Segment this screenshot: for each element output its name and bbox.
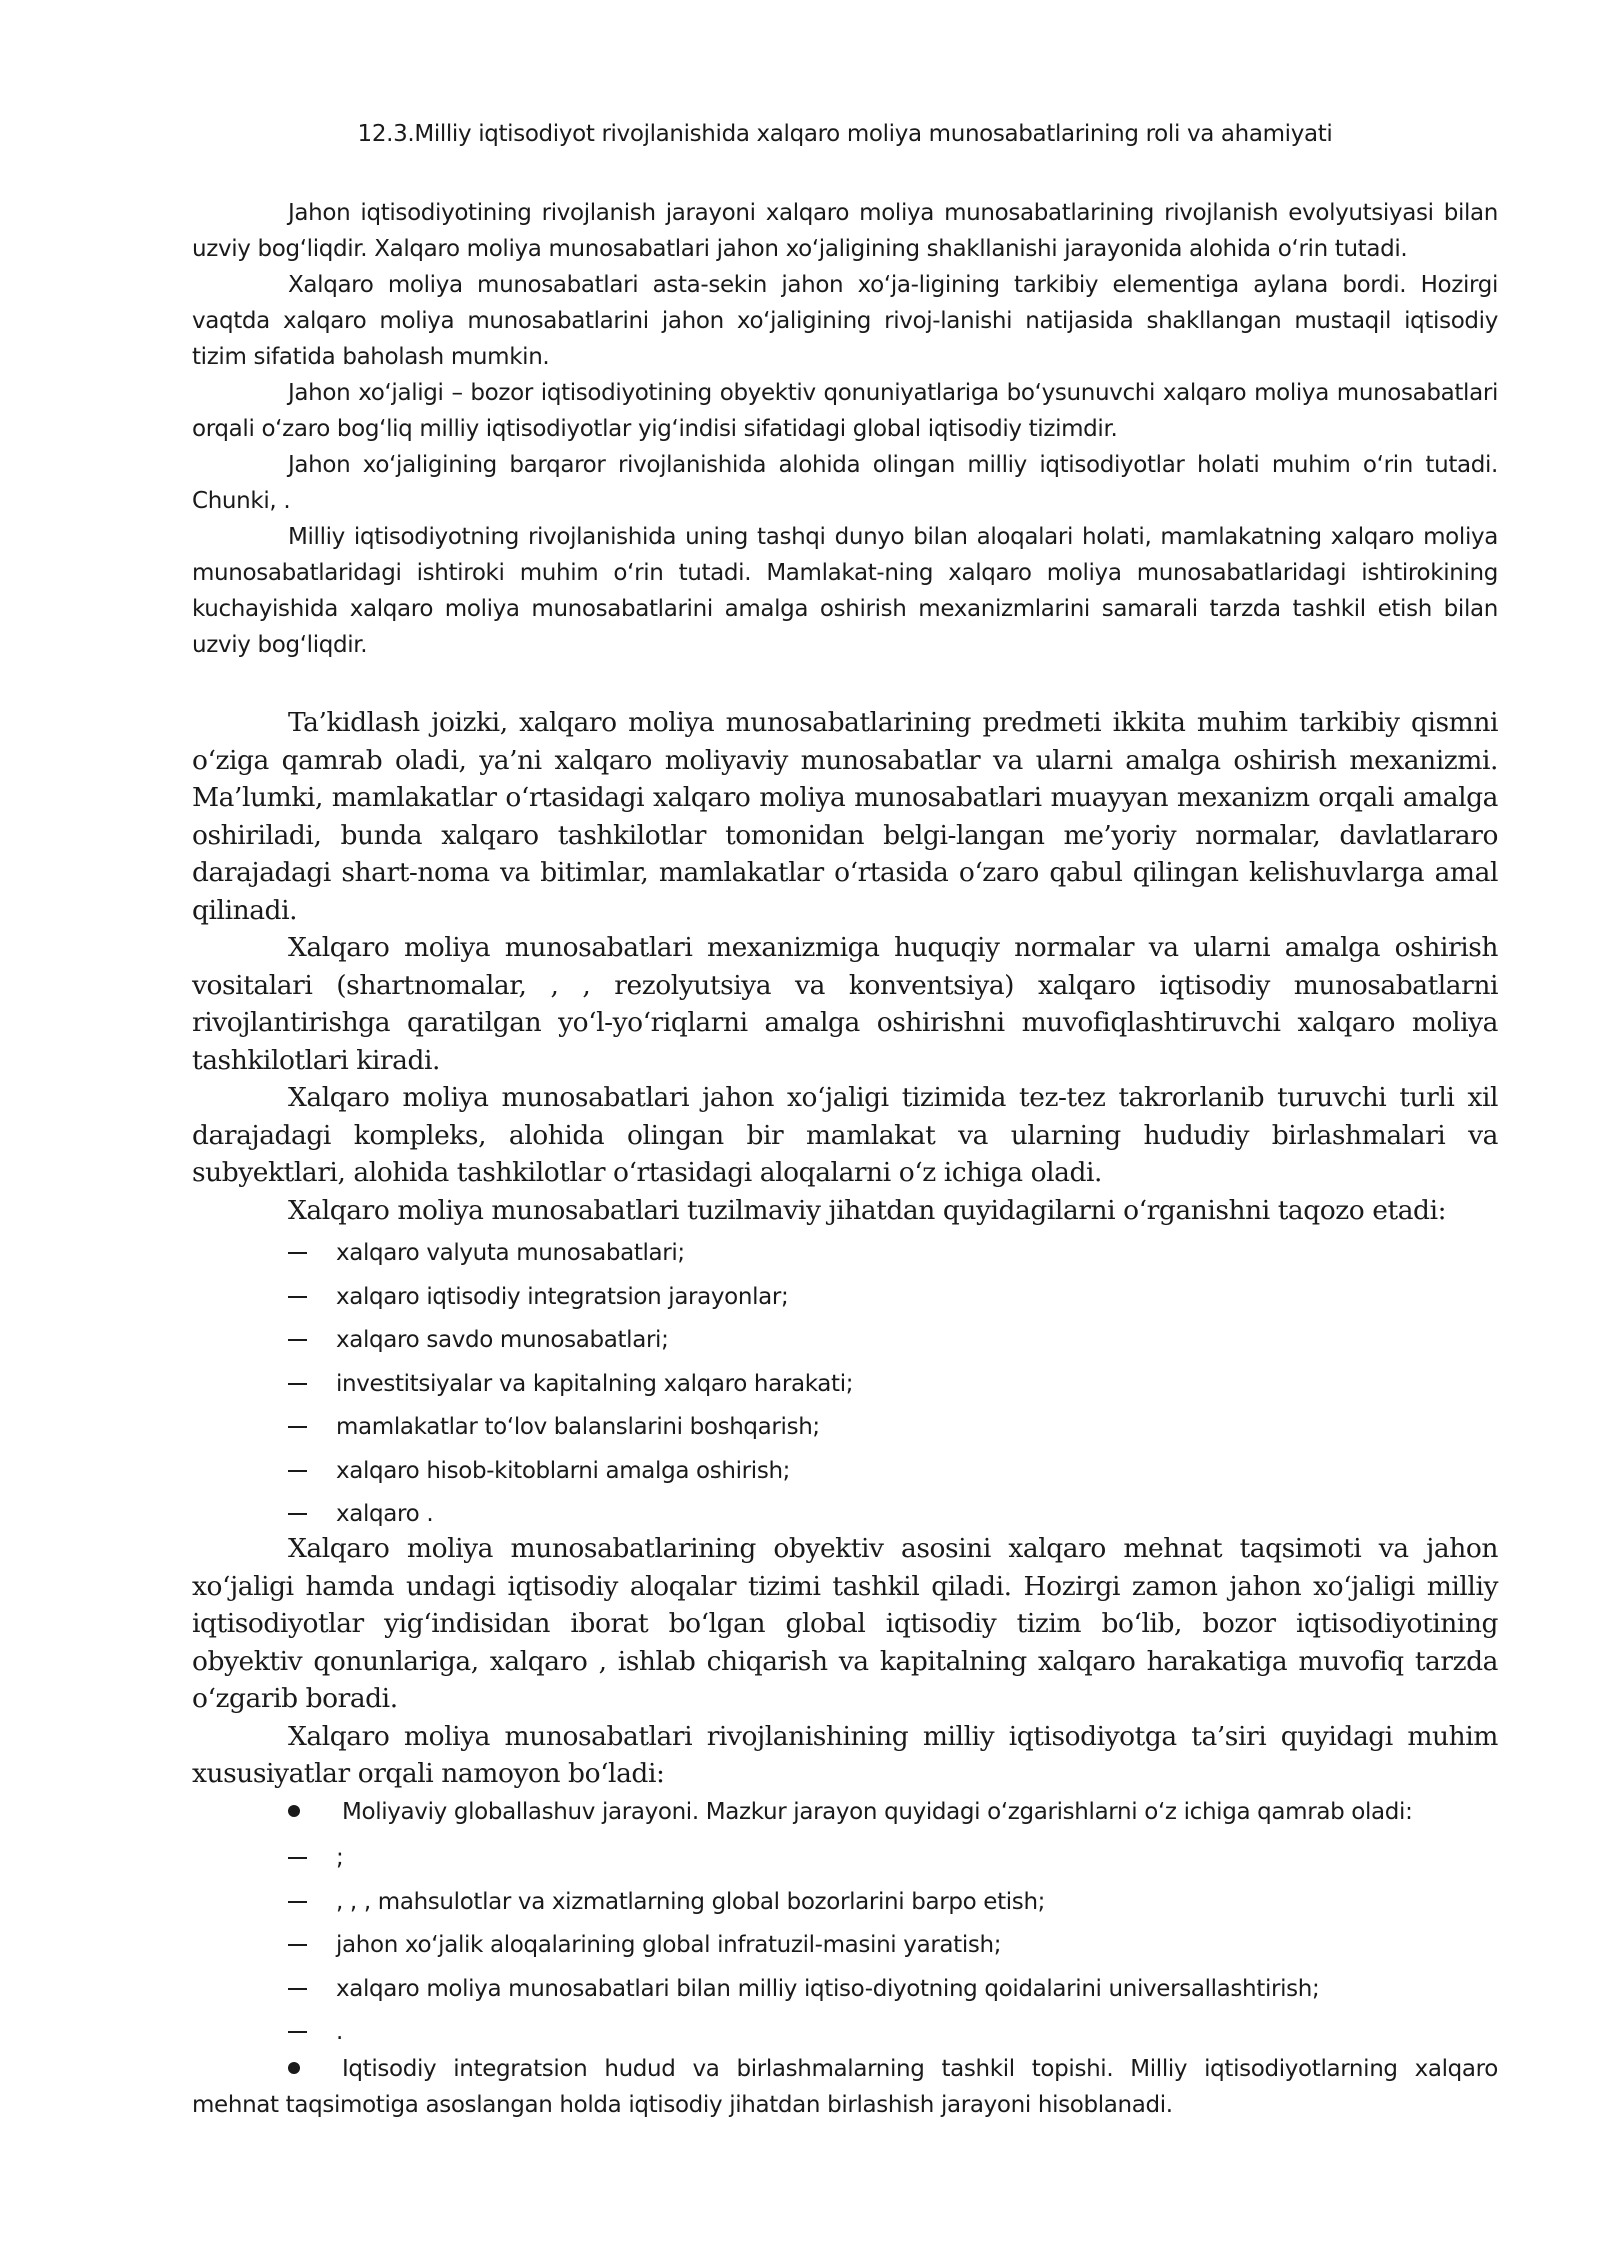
list-item bbox=[192, 1409, 1498, 1453]
basis-section bbox=[192, 1530, 1498, 1793]
list-item-text: xalqaro iqtisodiy integratsion jarayonlar; bbox=[336, 1283, 789, 1310]
bullet-paragraph bbox=[192, 2051, 1498, 2123]
paragraph: Xalqaro moliya munosabatlari jahon xo‘jaligi tizimida tez-tez takrorlanib turuvchi turli xil darajadagi kompleks, alohida olingan bir mamlakat va ularning hududiy birlashmalari va subyektlari, alohida tashkilotlar o‘rtasidagi aloqalarni o‘z ichiga oladi. bbox=[192, 1082, 1498, 1188]
paragraph: Jahon xo‘jaligi – bozor iqtisodiyotining obyektiv qonuniyatlariga bo‘ysunuvchi xalqaro moliya munosabatlari orqali o‘zaro bog‘liq milliy iqtisodiyotlar yig‘indisi sifatidagi global iqtisodiy tizimdir. bbox=[192, 380, 1498, 442]
bullet-paragraph bbox=[192, 1794, 1498, 1830]
structure-list bbox=[192, 1235, 1498, 1540]
list-item-text: ; bbox=[336, 1845, 344, 1871]
bullet-item-globalization bbox=[192, 1794, 1498, 1830]
list-item-text: . bbox=[336, 2019, 343, 2045]
list-item bbox=[192, 1971, 1498, 2015]
list-item bbox=[192, 1927, 1498, 1971]
list-item-text: xalqaro hisob-kitoblarni amalga oshirish; bbox=[336, 1457, 791, 1484]
bullet-text: Iqtisodiy integratsion hudud va birlashmalarning tashkil topishi. Milliy iqtisodiyotlarning xalqaro mehnat taqsimotiga asoslangan holda iqtisodiy jihatdan birlashish jarayoni hisoblanadi. bbox=[192, 2056, 1498, 2118]
list-item-text: investitsiyalar va kapitalning xalqaro harakati; bbox=[336, 1370, 854, 1397]
list-item bbox=[192, 1322, 1498, 1366]
list-item-text: , , , mahsulotlar va xizmatlarning global bozorlarini barpo etish; bbox=[336, 1888, 1046, 1915]
list-item-text: mamlakatlar to‘lov balanslarini boshqarish; bbox=[336, 1414, 820, 1440]
list-item bbox=[192, 1884, 1498, 1928]
bullet-text: Moliyaviy globallashuv jarayoni. Mazkur jarayon quyidagi o‘zgarishlarni o‘z ichiga qamrab oladi: bbox=[342, 1799, 1413, 1825]
bullet-dot-icon bbox=[288, 2062, 300, 2074]
list-item-text: xalqaro savdo munosabatlari; bbox=[336, 1327, 669, 1353]
paragraph: Jahon xo‘jaligining barqaror rivojlanishida alohida olingan milliy iqtisodiyotlar holati muhim o‘rin tutadi. Chunki, . bbox=[192, 452, 1498, 514]
list-item-text: xalqaro valyuta munosabatlari; bbox=[336, 1240, 685, 1266]
paragraph: Xalqaro moliya munosabatlari tuzilmaviy jihatdan quyidagilarni o‘rganishni taqozo etadi: bbox=[288, 1194, 1447, 1226]
paragraph: Ta’kidlash joizki, xalqaro moliya munosabatlarining predmeti ikkita muhim tarkibiy qismni o‘ziga qamrab oladi, ya’ni xalqaro moliyaviy munosabatlar va ularni amalga oshirish mexanizmi. Ma’lumki, mamlakatlar o‘rtasidagi xalqaro moliya munosabatlari muayyan mexanizm orqali amalga oshiriladi, bunda xalqaro tashkilotlar tomonidan belgi-langan me’yoriy normalar, davlatlararo darajadagi shart-noma va bitimlar, mamlakatlar o‘rtasida o‘zaro qabul qilingan kelishuvlarga amal qilinadi. bbox=[192, 707, 1498, 926]
list-item bbox=[192, 1453, 1498, 1497]
list-item bbox=[192, 1840, 1498, 1884]
intro-section bbox=[192, 195, 1498, 663]
list-item-text: jahon xo‘jalik aloqalarining global infratuzil-masini yaratish; bbox=[336, 1932, 1002, 1958]
mechanism-section bbox=[192, 704, 1498, 1229]
list-item bbox=[192, 1366, 1498, 1410]
bullet-item-integration bbox=[192, 2051, 1498, 2123]
globalization-list bbox=[192, 1840, 1498, 2058]
list-item bbox=[192, 1279, 1498, 1323]
list-item bbox=[192, 1235, 1498, 1279]
bullet-dot-icon bbox=[288, 1805, 300, 1817]
paragraph: Milliy iqtisodiyotning rivojlanishida uning tashqi dunyo bilan aloqalari holati, mamlakatning xalqaro moliya munosabatlaridagi ishtiroki muhim o‘rin tutadi. Mamlakat-ning xalqaro moliya munosabatlaridagi ishtirokining kuchayishida xalqaro moliya munosabatlarini amalga oshirish mexanizmlarini samarali tarzda tashkil etish bilan uzviy bog‘liqdir. bbox=[192, 524, 1498, 658]
paragraph: Xalqaro moliya munosabatlari rivojlanishining milliy iqtisodiyotga ta’siri quyidagi muhim xususiyatlar orqali namoyon bo‘ladi: bbox=[192, 1720, 1498, 1789]
paragraph: Xalqaro moliya munosabatlarining obyektiv asosini xalqaro mehnat taqsimoti va jahon xo‘jaligi hamda undagi iqtisodiy aloqalar tizimi tashkil qiladi. Hozirgi zamon jahon xo‘jaligi milliy iqtisodiyotlar yig‘indisidan iborat bo‘lgan global iqtisodiy tizim bo‘lib, bozor iqtisodiyotining obyektiv qonunlariga, xalqaro , ishlab chiqarish va kapitalning xalqaro harakatiga muvofiq tarzda o‘zgarib boradi. bbox=[192, 1533, 1498, 1714]
paragraph: Jahon iqtisodiyotining rivojlanish jarayoni xalqaro moliya munosabatlarining rivojlanish evolyutsiyasi bilan uzviy bog‘liqdir. Xalqaro moliya munosabatlari jahon xo‘jaligining shakllanishi jarayonida alohida o‘rin tutadi. bbox=[192, 200, 1498, 262]
paragraph: Xalqaro moliya munosabatlari mexanizmiga huquqiy normalar va ularni amalga oshirish vositalari (shartnomalar, , , rezolyutsiya va konventsiya) xalqaro iqtisodiy munosabatlarni rivojlantirishga qaratilgan yo‘l-yo‘riqlarni amalga oshirishni muvofiqlashtiruvchi xalqaro moliya tashkilotlari kiradi. bbox=[192, 932, 1498, 1076]
document-title: 12.3.Milliy iqtisodiyot rivojlanishida xalqaro moliya munosabatlarining roli va ahamiyati bbox=[357, 121, 1333, 147]
list-item-text: xalqaro . bbox=[336, 1501, 434, 1527]
paragraph: Xalqaro moliya munosabatlari asta-sekin jahon xo‘ja-ligining tarkibiy elementiga aylana bordi. Hozirgi vaqtda xalqaro moliya munosabatlarini jahon xo‘jaligining rivoj-lanishi natijasida shakllangan mustaqil iqtisodiy tizim sifatida baholash mumkin. bbox=[192, 272, 1498, 370]
list-item-text: xalqaro moliya munosabatlari bilan milliy iqtiso-diyotning qoidalarini universallashtirish; bbox=[336, 1975, 1320, 2002]
